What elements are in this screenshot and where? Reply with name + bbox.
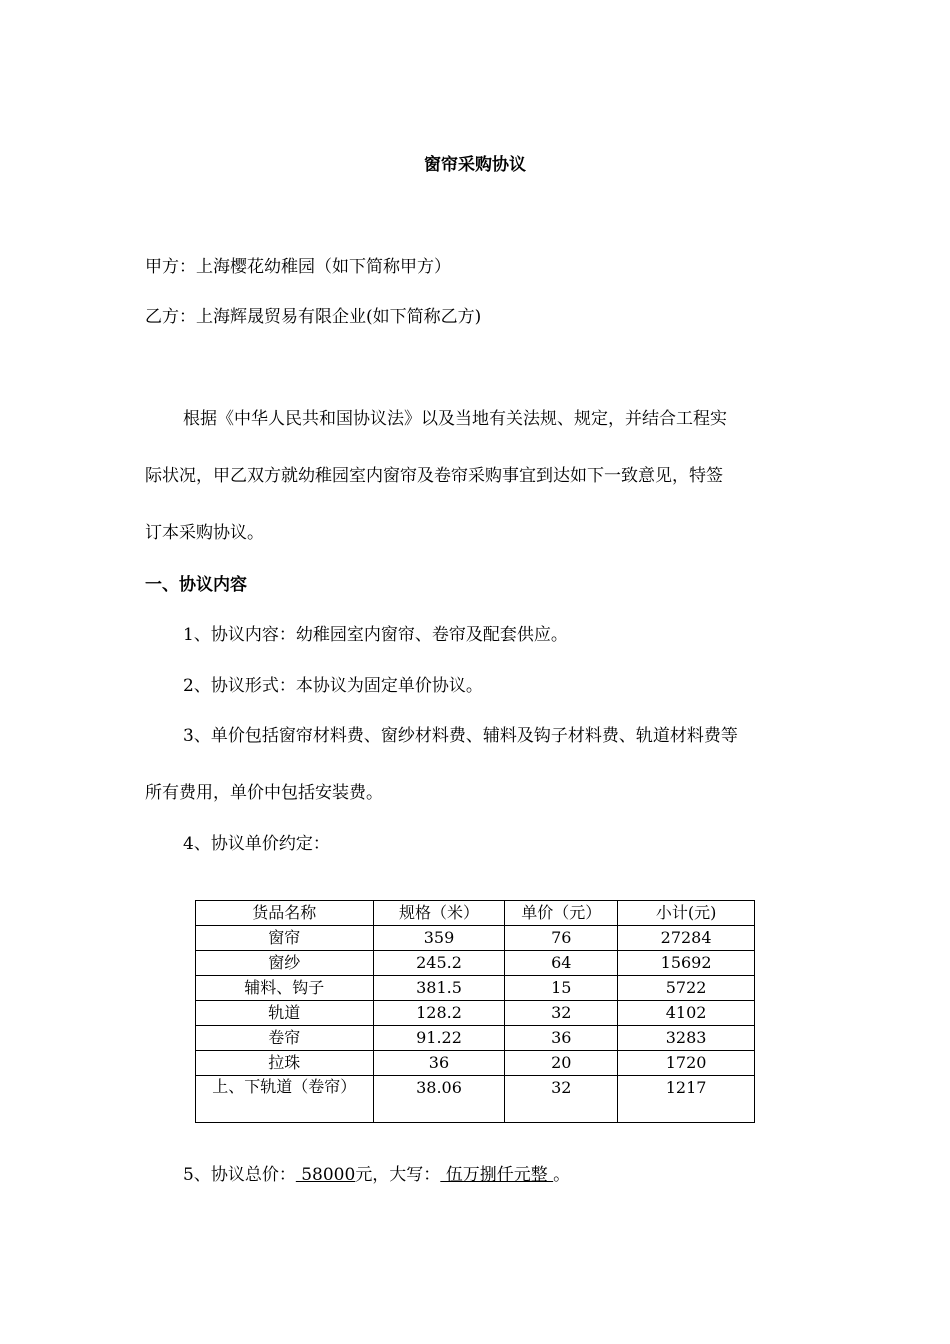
cell-subtotal: 15692 xyxy=(618,951,755,976)
table-row xyxy=(196,1001,755,1026)
cell-name: 窗纱 xyxy=(196,951,374,976)
table-row xyxy=(196,976,755,1001)
header-unit-price: 单价（元） xyxy=(505,901,618,926)
item-5 xyxy=(183,1160,570,1185)
cell-name: 卷帘 xyxy=(196,1026,374,1051)
cell-name: 上、下轨道（卷帘） xyxy=(196,1076,374,1123)
total-price-capital: 伍万捌仟元整 xyxy=(440,1165,554,1185)
item-4: 4、协议单价约定： xyxy=(183,834,330,854)
header-spec: 规格（米） xyxy=(373,901,505,926)
cell-subtotal: 4102 xyxy=(618,1001,755,1026)
cell-spec: 38.06 xyxy=(373,1076,505,1123)
cell-subtotal: 3283 xyxy=(618,1026,755,1051)
table-header-row xyxy=(196,901,755,926)
cell-spec: 128.2 xyxy=(373,1001,505,1026)
item-5-prefix: 5、协议总价： xyxy=(183,1165,296,1185)
item-1: 1、协议内容：幼稚园室内窗帘、卷帘及配套供应。 xyxy=(183,625,568,645)
table-row xyxy=(196,951,755,976)
table-row xyxy=(196,926,755,951)
cell-price: 64 xyxy=(505,951,618,976)
cell-price: 32 xyxy=(505,1001,618,1026)
cell-spec: 245.2 xyxy=(373,951,505,976)
header-subtotal: 小计(元) xyxy=(618,901,755,926)
item-3-line-2: 所有费用，单价中包括安装费。 xyxy=(145,783,383,803)
price-table xyxy=(195,900,755,1123)
intro-line-2: 际状况，甲乙双方就幼稚园室内窗帘及卷帘采购事宜到达如下一致意见，特签 xyxy=(145,466,723,486)
cell-price: 76 xyxy=(505,926,618,951)
cell-name: 拉珠 xyxy=(196,1051,374,1076)
table-row xyxy=(196,1051,755,1076)
cell-spec: 36 xyxy=(373,1051,505,1076)
cell-spec: 359 xyxy=(373,926,505,951)
party-b: 乙方：上海辉晟贸易有限企业(如下简称乙方) xyxy=(145,307,482,327)
cell-name: 辅料、钩子 xyxy=(196,976,374,1001)
table-row xyxy=(196,1076,755,1123)
intro-line-1: 根据《中华人民共和国协议法》以及当地有关法规、规定，并结合工程实 xyxy=(183,409,727,429)
cell-subtotal: 27284 xyxy=(618,926,755,951)
cell-name: 窗帘 xyxy=(196,926,374,951)
table-row xyxy=(196,1026,755,1051)
party-a: 甲方：上海樱花幼稚园（如下简称甲方） xyxy=(145,257,451,277)
item-3-line-1: 3、单价包括窗帘材料费、窗纱材料费、辅料及钩子材料费、轨道材料费等 xyxy=(183,726,738,746)
cell-price: 20 xyxy=(505,1051,618,1076)
item-5-end: 。 xyxy=(553,1165,571,1185)
cell-subtotal: 1217 xyxy=(618,1076,755,1123)
header-item-name: 货品名称 xyxy=(196,901,374,926)
cell-subtotal: 1720 xyxy=(618,1051,755,1076)
cell-price: 36 xyxy=(505,1026,618,1051)
total-price: 58000 xyxy=(295,1165,356,1185)
cell-price: 15 xyxy=(505,976,618,1001)
item-5-mid: 元，大写： xyxy=(355,1165,441,1185)
cell-name: 轨道 xyxy=(196,1001,374,1026)
intro-line-3: 订本采购协议。 xyxy=(145,523,264,543)
item-2: 2、协议形式：本协议为固定单价协议。 xyxy=(183,676,483,696)
cell-spec: 381.5 xyxy=(373,976,505,1001)
cell-price: 32 xyxy=(505,1076,618,1123)
page-title: 窗帘采购协议 xyxy=(424,155,526,175)
section-heading: 一、协议内容 xyxy=(145,575,247,595)
cell-spec: 91.22 xyxy=(373,1026,505,1051)
cell-subtotal: 5722 xyxy=(618,976,755,1001)
